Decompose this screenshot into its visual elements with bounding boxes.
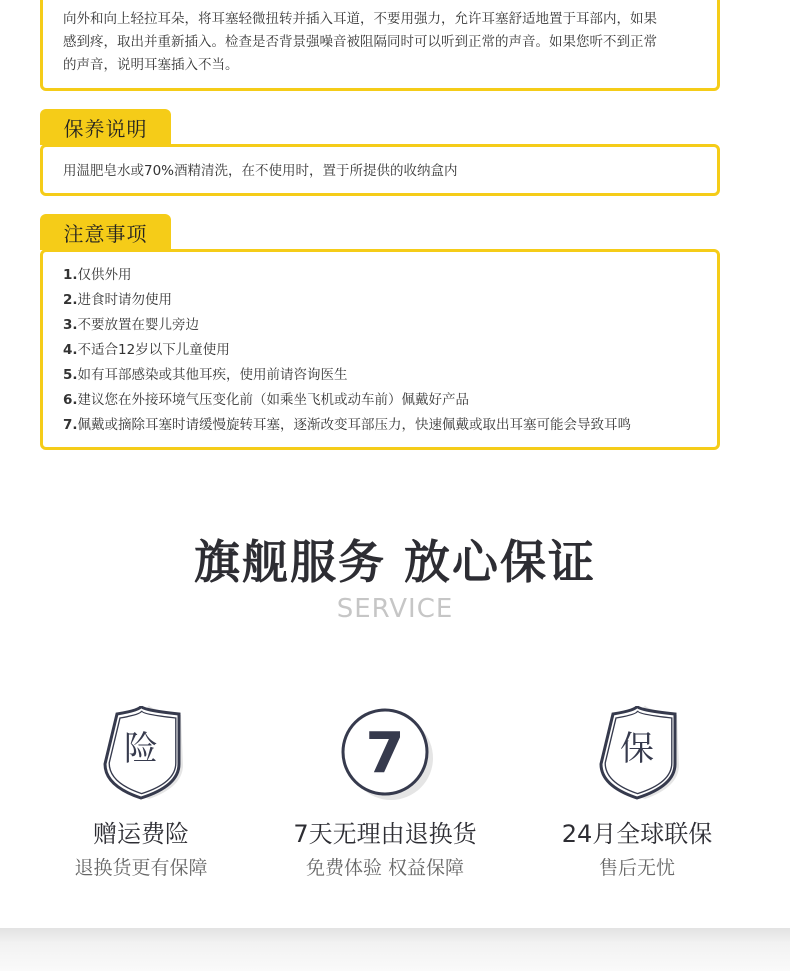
note-text: 如有耳部感染或其他耳疾，使用前请咨询医生: [77, 367, 348, 383]
shield-glyph: 保: [620, 729, 654, 769]
note-text: 不要放置在婴儿旁边: [77, 317, 200, 333]
note-num: 4.: [63, 342, 78, 358]
service-desc: 售后无忧: [598, 857, 675, 879]
circle-glyph: 7: [365, 721, 405, 786]
note-item-4: [63, 338, 717, 363]
note-item-1: [63, 263, 717, 288]
note-num: 7.: [63, 417, 78, 433]
service-item-freight-insurance: [21, 700, 261, 880]
care-tab: 保养说明: [40, 109, 171, 145]
service-item-7day-return: [265, 700, 505, 880]
service-title: 旗舰服务 放心保证: [193, 535, 596, 589]
note-num: 1.: [63, 267, 78, 283]
usage-line-3: 的声音，说明耳塞插入不当。: [63, 57, 239, 73]
usage-line-2: 感到疼，取出并重新插入。检查是否背景强噪音被阻隔同时可以听到正常的声音。如果您听不到正常: [63, 34, 657, 50]
note-num: 6.: [63, 392, 78, 408]
note-text: 仅供外用: [77, 267, 132, 283]
footer-shade: [0, 928, 790, 971]
service-desc: 退换货更有保障: [74, 857, 208, 879]
service-subtitle: SERVICE: [336, 594, 454, 624]
note-text: 不适合12岁以下儿童使用: [77, 342, 230, 358]
shield-icon: [587, 700, 687, 800]
note-item-3: [63, 313, 717, 338]
usage-box: [40, 0, 720, 91]
note-num: 3.: [63, 317, 78, 333]
note-item-7: [63, 413, 717, 438]
note-num: 2.: [63, 292, 78, 308]
notes-tab: 注意事项: [40, 214, 171, 250]
shield-glyph: 险: [124, 729, 158, 769]
service-name: 24月全球联保: [561, 820, 713, 848]
usage-line-1: 向外和向上轻拉耳朵，将耳塞轻微扭转并插入耳道，不要用强力，允许耳塞舒适地置于耳部内，如果: [63, 11, 657, 27]
service-name: 7天无理由退换货: [293, 820, 477, 848]
care-text: 用温肥皂水或70%酒精清洗，在不使用时，置于所提供的收纳盒内: [63, 163, 458, 179]
note-num: 5.: [63, 367, 78, 383]
note-item-6: [63, 388, 717, 413]
note-text: 建议您在外接环境气压变化前（如乘坐飞机或动车前）佩戴好产品: [77, 392, 470, 408]
service-desc: 免费体验 权益保障: [305, 857, 465, 879]
care-box: [40, 144, 720, 196]
circle-seven-icon: [335, 700, 435, 800]
note-text: 佩戴或摘除耳塞时请缓慢旋转耳塞，逐渐改变耳部压力，快速佩戴或取出耳塞可能会导致耳鸣: [77, 417, 632, 433]
note-text: 进食时请勿使用: [77, 292, 173, 308]
note-item-5: [63, 363, 717, 388]
service-name: 赠运费险: [93, 820, 189, 848]
service-item-global-warranty: [517, 700, 757, 880]
notes-box: [40, 249, 720, 450]
note-item-2: [63, 288, 717, 313]
shield-icon: [91, 700, 191, 800]
